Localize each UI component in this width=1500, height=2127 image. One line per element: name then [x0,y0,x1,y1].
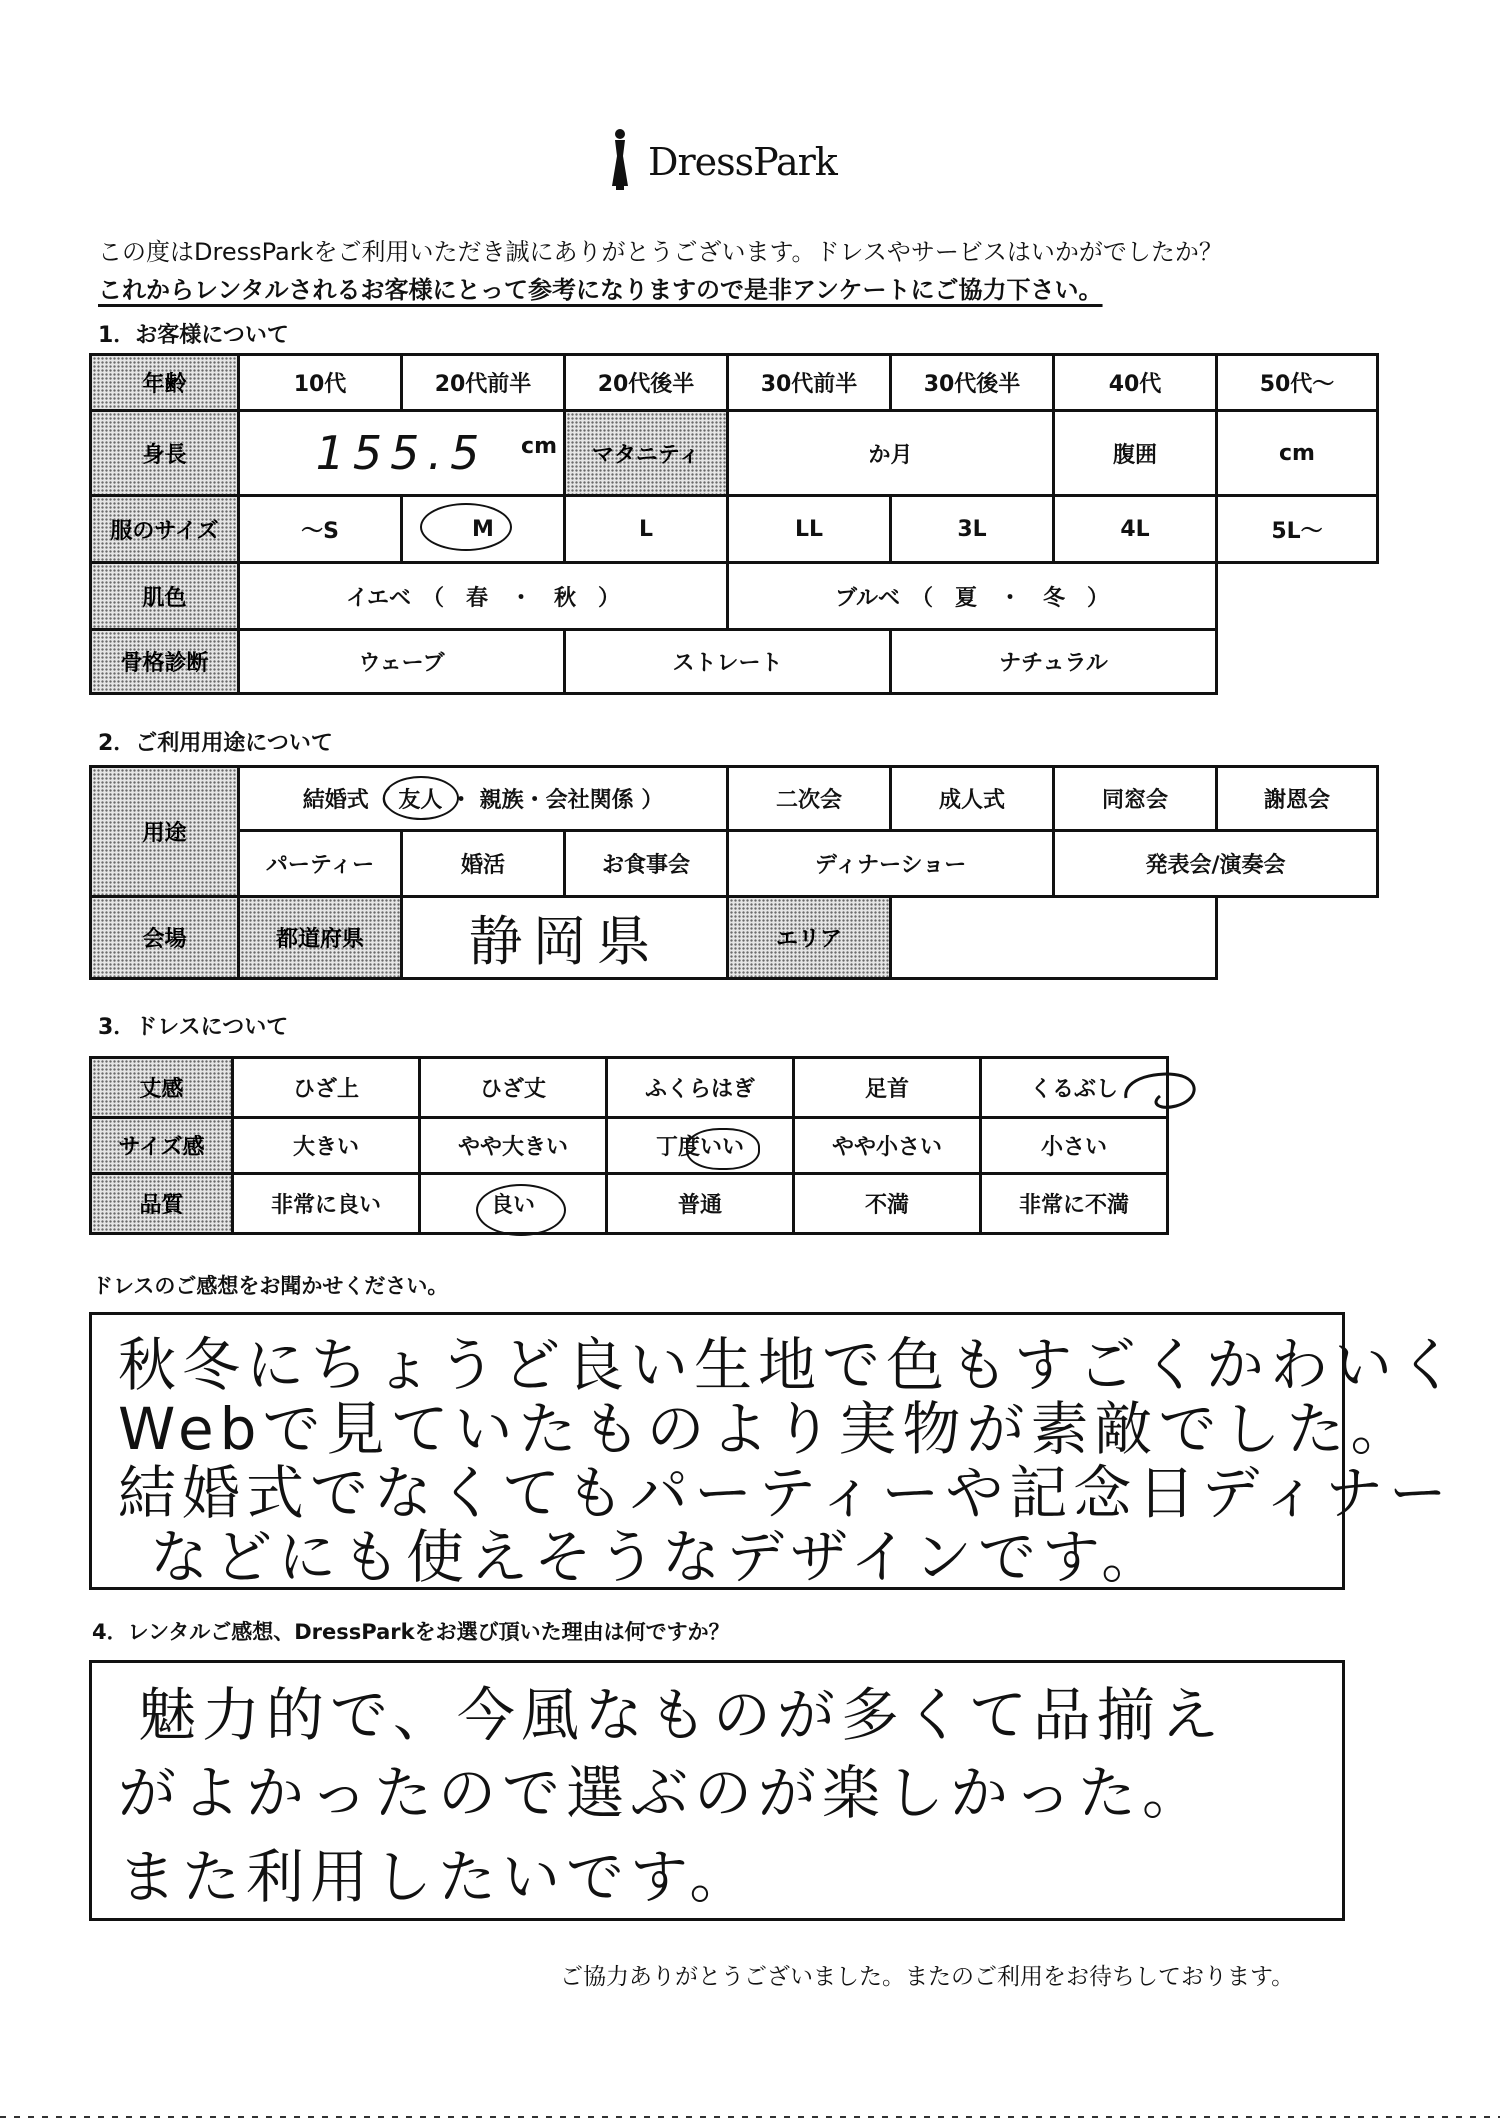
selection-circle [383,776,459,820]
reason-line: また利用したいです。 [118,1843,754,1911]
impression-line: 秋冬にちょうど良い生地で色もすごくかわいく [118,1331,1463,1399]
size-label: 服のサイズ [91,496,239,563]
age-option[interactable]: 20代前半 [402,355,565,411]
selection-circle [476,1184,566,1236]
section-title-customer: 1．お客様について [98,323,289,348]
area-label: エリア [728,897,891,979]
intro-request: これからレンタルされるお客様にとって参考になりますので是非アンケートにご協力下さい。 [98,276,1103,304]
wedding-option[interactable]: 結婚式（ 友人 ・ 親族・会社関係 ） [239,767,728,831]
usage-option[interactable]: 成人式 [891,767,1054,831]
maternity-months-field[interactable] [728,411,1054,496]
logo-text: DressPark [648,140,837,184]
prefecture-value: 静岡県 [468,910,661,973]
customer-table [89,353,1379,695]
quality-option[interactable]: 不満 [794,1174,981,1234]
quality-option[interactable]: 非常に不満 [981,1174,1168,1234]
size-option[interactable]: L [565,496,728,563]
fit-option[interactable]: 大きい [233,1118,420,1174]
section-title-rental: 4．レンタルご感想、DressParkをお選び頂いた理由は何ですか？ [92,1620,730,1644]
height-value: 155.5 [315,426,488,480]
usage-option[interactable]: 発表会/演奏会 [1054,831,1378,897]
size-option[interactable]: 5L〜 [1217,496,1378,563]
age-option[interactable]: 40代 [1054,355,1217,411]
months-label: か月 [868,442,913,468]
age-label: 年齢 [91,355,239,411]
impression-line: などにも使えそうなデザインです。 [150,1523,1166,1591]
selection-circle [420,503,512,551]
fit-option-selected[interactable]: 丁度いい [607,1118,794,1174]
impression-line: Webで見ていたものより実物が素敵でした。 [118,1395,1415,1463]
length-option-selected[interactable]: くるぶし [981,1058,1168,1118]
length-option[interactable]: 足首 [794,1058,981,1118]
age-option[interactable]: 20代後半 [565,355,728,411]
footer-thanks: ご協力ありがとうございました。またのご利用をお待ちしております。 [560,1964,1295,1990]
usage-option[interactable]: 謝恩会 [1217,767,1378,831]
impressions-title: ドレスのご感想をお聞かせください。 [92,1274,449,1298]
length-option[interactable]: ひざ上 [233,1058,420,1118]
fit-label: サイズ感 [91,1118,233,1174]
reason-line: がよかったので選ぶのが楽しかった。 [118,1759,1207,1827]
usage-option[interactable]: パーティー [239,831,402,897]
intro-text: この度はDressParkをご利用いただき誠にありがとうございます。ドレスやサービスはいかがでしたか？ [98,238,1223,266]
section-title-dress: 3．ドレスについて [98,1015,289,1040]
age-option[interactable]: 30代前半 [728,355,891,411]
fit-option[interactable]: やや小さい [794,1118,981,1174]
scan-edge [0,2116,1500,2118]
usage-table [89,765,1379,980]
size-option-selected[interactable]: M [402,496,565,563]
body-type-option[interactable]: ストレート [565,630,891,694]
venue-label: 会場 [91,897,239,979]
area-field[interactable] [891,897,1217,979]
size-option[interactable]: 3L [891,496,1054,563]
body-type-option[interactable]: ナチュラル [891,630,1217,694]
prefecture-label: 都道府県 [239,897,402,979]
size-option[interactable]: 〜S [239,496,402,563]
age-option[interactable]: 10代 [239,355,402,411]
size-option[interactable]: 4L [1054,496,1217,563]
size-option[interactable]: LL [728,496,891,563]
section-title-usage: 2．ご利用用途について [98,731,333,756]
waist-label: 腹囲 [1054,411,1217,496]
age-option[interactable]: 50代〜 [1217,355,1378,411]
fit-option[interactable]: やや大きい [420,1118,607,1174]
selection-circle [686,1128,760,1170]
quality-label: 品質 [91,1174,233,1234]
quality-option[interactable]: 非常に良い [233,1174,420,1234]
age-option[interactable]: 30代後半 [891,355,1054,411]
fit-option[interactable]: 小さい [981,1118,1168,1174]
skin-yellow-option[interactable]: イエベ （ 春 ・ 秋 ） [239,563,728,630]
reason-line: 魅力的で、今風なものが多くて品揃え [138,1681,1225,1749]
maternity-label: マタニティ [565,411,728,496]
length-label: 丈感 [91,1058,233,1118]
usage-option[interactable]: お食事会 [565,831,728,897]
usage-option[interactable]: 同窓会 [1054,767,1217,831]
impression-line: 結婚式でなくてもパーティーや記念日ディナー [118,1459,1453,1527]
length-option[interactable]: ひざ丈 [420,1058,607,1118]
usage-option[interactable]: 二次会 [728,767,891,831]
usage-option[interactable]: ディナーショー [728,831,1054,897]
height-field[interactable] [239,411,565,496]
skin-blue-option[interactable]: ブルベ （ 夏 ・ 冬 ） [728,563,1217,630]
body-type-label: 骨格診断 [91,630,239,694]
quality-option[interactable]: 普通 [607,1174,794,1234]
skin-label: 肌色 [91,563,239,630]
dress-table [89,1056,1169,1235]
quality-option-selected[interactable]: 良い [420,1174,607,1234]
prefecture-field[interactable] [402,897,728,979]
waist-unit[interactable]: cm [1217,411,1378,496]
height-label: 身長 [91,411,239,496]
length-option[interactable]: ふくらはぎ [607,1058,794,1118]
usage-option[interactable]: 婚活 [402,831,565,897]
body-type-option[interactable]: ウェーブ [239,630,565,694]
selection-mark-length [1120,1068,1204,1118]
purpose-label: 用途 [91,767,239,897]
height-unit: cm [521,434,557,459]
